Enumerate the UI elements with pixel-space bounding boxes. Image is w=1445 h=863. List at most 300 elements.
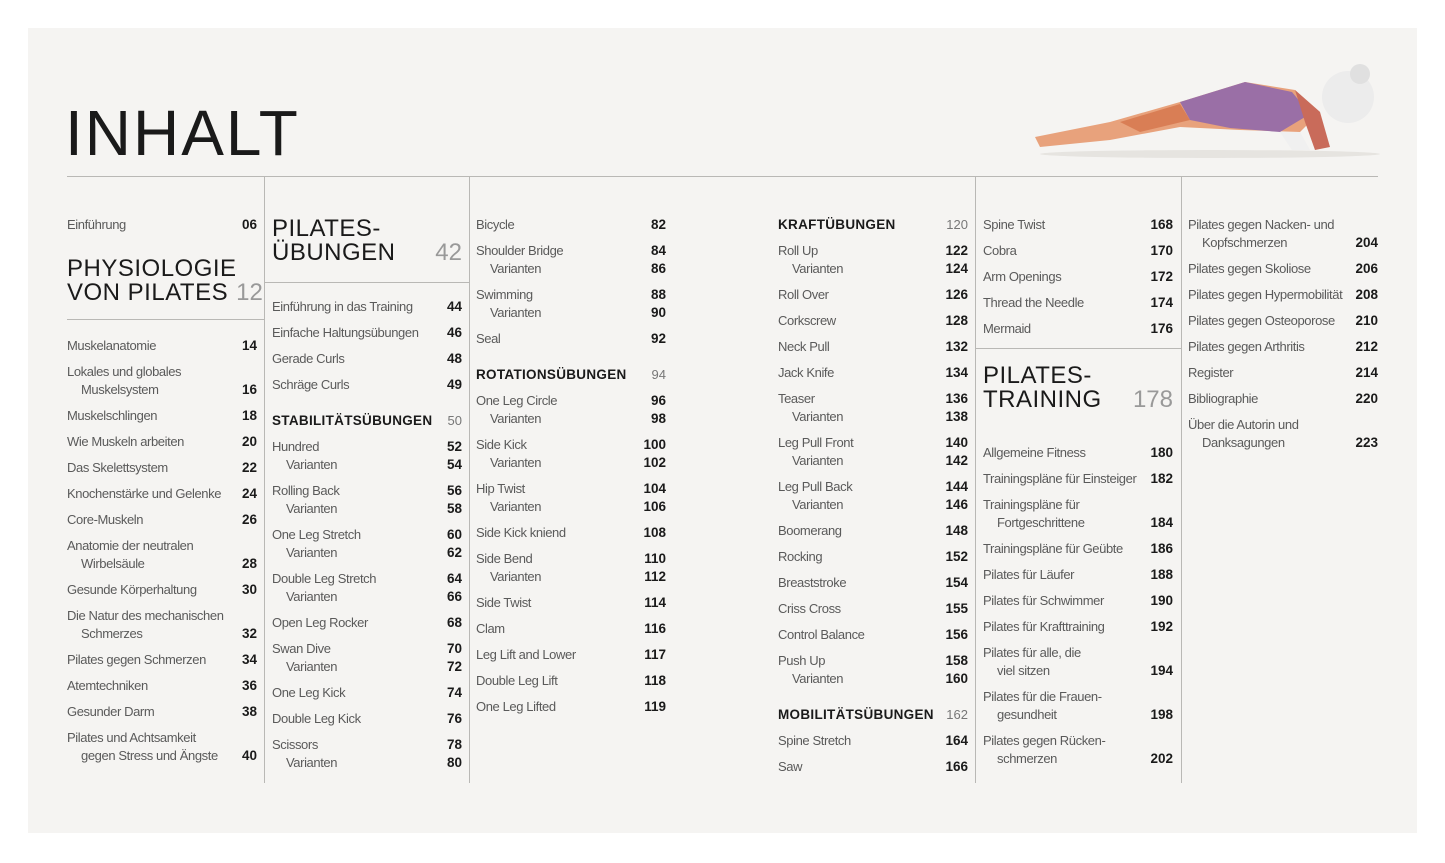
entry-title: Das Skelettsystem: [67, 459, 168, 475]
toc-entry-line: [67, 406, 257, 424]
entry-page: 208: [1355, 286, 1378, 302]
entry-title: Wirbelsäule: [81, 555, 145, 571]
toc-entry-line: [983, 495, 1173, 513]
toc-entry-line: [778, 757, 968, 775]
entry-title: Varianten: [792, 260, 844, 276]
toc-entry[interactable]: [67, 536, 257, 572]
entry-page: 20: [241, 433, 257, 449]
entry-title: Scissors: [272, 736, 318, 752]
entry-page: 170: [1150, 242, 1173, 258]
chapter-page: 178: [1132, 386, 1173, 413]
toc-entry[interactable]: [778, 521, 968, 539]
toc-entry[interactable]: [476, 671, 666, 689]
toc-entry[interactable]: [983, 267, 1173, 285]
entry-page: 136: [945, 390, 968, 406]
toc-entry[interactable]: [272, 481, 462, 517]
toc-entry[interactable]: [476, 645, 666, 663]
entry-page: 172: [1150, 268, 1173, 284]
column-divider: [469, 176, 470, 783]
toc-entry[interactable]: [1188, 389, 1378, 407]
toc-entry-line: [983, 591, 1173, 609]
entry-page: 182: [1150, 470, 1173, 486]
entry-title: One Leg Stretch: [272, 526, 361, 542]
toc-entry-line: [272, 683, 462, 701]
toc-entry[interactable]: [778, 731, 968, 749]
entry-title: Muskelanatomie: [67, 337, 157, 353]
entry-page: 112: [644, 568, 666, 584]
toc-entry[interactable]: [67, 510, 257, 528]
toc-entry-line: [67, 728, 257, 746]
toc-entry[interactable]: [1188, 311, 1378, 329]
toc-entry[interactable]: [67, 676, 257, 694]
column-divider: [1181, 176, 1182, 783]
toc-entry[interactable]: [272, 437, 462, 473]
toc-subentry: [272, 753, 462, 771]
entry-title: Varianten: [490, 498, 542, 514]
section-page: 94: [651, 366, 666, 382]
entry-page: 52: [446, 438, 462, 454]
entry-title: Varianten: [490, 454, 542, 470]
entry-page: 32: [241, 625, 257, 641]
toc-entry[interactable]: [983, 241, 1173, 259]
entry-title: Kopfschmerzen: [1202, 234, 1288, 250]
entry-page: 206: [1355, 260, 1378, 276]
entry-title: Bibliographie: [1188, 390, 1258, 406]
entry-page: 80: [446, 754, 462, 770]
entry-page: 06: [241, 216, 257, 232]
entry-title: Pilates für Läufer: [983, 566, 1075, 582]
chapter-page: 12: [236, 279, 263, 306]
toc-subentry: [983, 661, 1173, 679]
toc-entry-line: [983, 241, 1173, 259]
entry-title: Lokales und globales: [67, 363, 182, 379]
entry-page: 58: [446, 500, 462, 516]
toc-entry-line: [983, 293, 1173, 311]
toc-entry-line: [778, 389, 968, 407]
entry-page: 154: [945, 574, 968, 590]
entry-page: 24: [241, 485, 257, 501]
entry-title: Wie Muskeln arbeiten: [67, 433, 184, 449]
entry-title: Pilates gegen Nacken- und: [1188, 216, 1335, 232]
toc-entry-line: [778, 547, 968, 565]
entry-title: Side Kick: [476, 436, 527, 452]
toc-entry[interactable]: [272, 375, 462, 393]
entry-page: 202: [1150, 750, 1173, 766]
entry-page: 28: [241, 555, 257, 571]
entry-title: Gesunde Körperhaltung: [67, 581, 197, 597]
toc-entry[interactable]: [476, 479, 666, 515]
toc-entry[interactable]: [983, 539, 1173, 557]
toc-subentry: [476, 409, 666, 427]
toc-entry[interactable]: [67, 728, 257, 764]
toc-subentry: [67, 624, 257, 642]
entry-title: Anatomie der neutralen: [67, 537, 194, 553]
toc-entry-line: [67, 702, 257, 720]
toc-entry-line: [778, 241, 968, 259]
toc-entry-line: [1188, 215, 1378, 233]
entry-title: Danksagungen: [1202, 434, 1285, 450]
entry-page: 54: [446, 456, 462, 472]
toc-entry-line: [983, 539, 1173, 557]
entry-title: Pilates gegen Skoliose: [1188, 260, 1311, 276]
entry-title: Pilates gegen Arthritis: [1188, 338, 1305, 354]
entry-page: 100: [643, 436, 666, 452]
entry-page: 117: [644, 646, 666, 662]
toc-entry[interactable]: [983, 443, 1173, 461]
entry-page: 30: [241, 581, 257, 597]
entry-page: 36: [241, 677, 257, 693]
toc-entry-line: [1188, 311, 1378, 329]
toc-entry[interactable]: [67, 702, 257, 720]
toc-entry[interactable]: [1188, 259, 1378, 277]
toc-list: [67, 215, 257, 233]
toc-entry-line: [1188, 285, 1378, 303]
toc-list: [476, 215, 666, 715]
toc-column-1: [67, 215, 263, 772]
entry-page: 56: [446, 482, 462, 498]
toc-entry[interactable]: [476, 697, 666, 715]
toc-entry[interactable]: [67, 362, 257, 398]
toc-subentry: [476, 497, 666, 515]
toc-subentry: [272, 543, 462, 561]
toc-entry-line: [778, 285, 968, 303]
toc-entry-line: [778, 521, 968, 539]
toc-entry[interactable]: [778, 389, 968, 425]
entry-title: Varianten: [792, 452, 844, 468]
entry-page: 84: [650, 242, 666, 258]
section-heading[interactable]: [778, 215, 968, 233]
toc-entry[interactable]: [67, 215, 257, 233]
entry-title: gegen Stress und Ängste: [81, 747, 218, 763]
toc-entry[interactable]: [476, 549, 666, 585]
entry-title: Neck Pull: [778, 338, 830, 354]
toc-column-2: [272, 215, 462, 779]
toc-entry-line: [476, 523, 666, 541]
toc-entry[interactable]: [983, 591, 1173, 609]
toc-entry[interactable]: [983, 617, 1173, 635]
toc-column-5: [983, 215, 1173, 775]
toc-entry-line: [476, 391, 666, 409]
entry-page: 184: [1150, 514, 1173, 530]
toc-entry[interactable]: [272, 639, 462, 675]
toc-entry-line: [67, 215, 257, 233]
toc-list: [1188, 215, 1378, 451]
toc-subentry: [67, 380, 257, 398]
entry-page: 144: [945, 478, 968, 494]
toc-entry[interactable]: [778, 757, 968, 775]
toc-entry[interactable]: [983, 643, 1173, 679]
toc-entry[interactable]: [983, 293, 1173, 311]
toc-entry[interactable]: [272, 709, 462, 727]
entry-title: Varianten: [286, 544, 338, 560]
entry-title: gesundheit: [997, 706, 1057, 722]
entry-title: Einfache Haltungsübungen: [272, 324, 419, 340]
toc-entry[interactable]: [983, 687, 1173, 723]
toc-entry[interactable]: [272, 735, 462, 771]
toc-entry-line: [983, 687, 1173, 705]
entry-title: Einführung: [67, 216, 126, 232]
toc-entry[interactable]: [778, 651, 968, 687]
toc-entry-line: [476, 329, 666, 347]
entry-title: Criss Cross: [778, 600, 841, 616]
entry-title: Muskelsystem: [81, 381, 159, 397]
toc-entry[interactable]: [778, 337, 968, 355]
toc-entry[interactable]: [476, 329, 666, 347]
toc-entry-line: [476, 549, 666, 567]
toc-entry[interactable]: [778, 477, 968, 513]
toc-entry[interactable]: [983, 495, 1173, 531]
toc-entry-line: [67, 458, 257, 476]
entry-title: Trainingspläne für: [983, 496, 1080, 512]
entry-title: Clam: [476, 620, 505, 636]
entry-title: Boomerang: [778, 522, 842, 538]
entry-title: Pilates für Krafttraining: [983, 618, 1105, 634]
entry-page: 14: [241, 337, 257, 353]
toc-entry[interactable]: [67, 580, 257, 598]
entry-page: 66: [446, 588, 462, 604]
entry-title: Swan Dive: [272, 640, 331, 656]
toc-entry[interactable]: [272, 323, 462, 341]
entry-page: 62: [446, 544, 462, 560]
entry-title: Varianten: [490, 260, 542, 276]
toc-entry[interactable]: [778, 285, 968, 303]
entry-page: 90: [650, 304, 666, 320]
toc-entry-line: [983, 319, 1173, 337]
entry-title: schmerzen: [997, 750, 1057, 766]
toc-entry-line: [476, 435, 666, 453]
toc-entry-line: [272, 437, 462, 455]
toc-entry-line: [67, 580, 257, 598]
entry-title: Über die Autorin und: [1188, 416, 1299, 432]
entry-title: Rocking: [778, 548, 823, 564]
toc-entry-line: [476, 241, 666, 259]
entry-title: Push Up: [778, 652, 826, 668]
toc-entry-line: [67, 606, 257, 624]
entry-title: Thread the Needle: [983, 294, 1084, 310]
entry-page: 124: [945, 260, 968, 276]
toc-entry-line: [476, 645, 666, 663]
entry-title: Open Leg Rocker: [272, 614, 368, 630]
entry-title: Varianten: [792, 670, 844, 686]
toc-entry[interactable]: [476, 391, 666, 427]
entry-page: 152: [945, 548, 968, 564]
toc-entry-line: [778, 573, 968, 591]
section-title: ROTATIONSÜBUNGEN: [476, 366, 627, 382]
toc-entry[interactable]: [272, 525, 462, 561]
toc-list: [778, 215, 968, 775]
toc-entry[interactable]: [476, 285, 666, 321]
toc-subentry: [778, 495, 968, 513]
entry-title: Leg Pull Front: [778, 434, 854, 450]
toc-subentry: [983, 705, 1173, 723]
entry-page: 212: [1355, 338, 1378, 354]
toc-entry[interactable]: [778, 547, 968, 565]
chapter-title-line: ÜBUNGEN: [272, 239, 396, 266]
entry-title: Varianten: [490, 568, 542, 584]
entry-page: 146: [945, 496, 968, 512]
entry-title: Cobra: [983, 242, 1017, 258]
toc-column-6: [1188, 215, 1378, 459]
toc-entry[interactable]: [476, 523, 666, 541]
toc-entry[interactable]: [272, 683, 462, 701]
entry-page: 104: [643, 480, 666, 496]
toc-entry[interactable]: [67, 484, 257, 502]
toc-entry-line: [778, 311, 968, 329]
toc-entry-line: [983, 617, 1173, 635]
toc-entry[interactable]: [983, 215, 1173, 233]
entry-title: Pilates gegen Rücken-: [983, 732, 1106, 748]
toc-entry[interactable]: [1188, 285, 1378, 303]
toc-subentry: [778, 451, 968, 469]
toc-entry[interactable]: [272, 613, 462, 631]
entry-page: 102: [643, 454, 666, 470]
toc-entry-line: [778, 731, 968, 749]
toc-entry-line: [272, 349, 462, 367]
toc-entry[interactable]: [983, 565, 1173, 583]
chapter-heading-pilates-uebungen[interactable]: [272, 217, 462, 265]
entry-title: Pilates gegen Hypermobilität: [1188, 286, 1343, 302]
toc-entry-line: [67, 536, 257, 554]
entry-title: Varianten: [792, 496, 844, 512]
chapter-title-row: [272, 241, 462, 265]
toc-entry-line: [272, 569, 462, 587]
toc-entry[interactable]: [272, 569, 462, 605]
toc-entry[interactable]: [476, 215, 666, 233]
toc-entry[interactable]: [67, 432, 257, 450]
entry-title: Mermaid: [983, 320, 1031, 336]
entry-page: 132: [945, 338, 968, 354]
toc-entry[interactable]: [1188, 415, 1378, 451]
toc-entry[interactable]: [67, 458, 257, 476]
toc-subentry: [778, 669, 968, 687]
entry-page: 158: [945, 652, 968, 668]
entry-title: Varianten: [286, 754, 338, 770]
toc-entry[interactable]: [476, 435, 666, 471]
toc-entry[interactable]: [1188, 363, 1378, 381]
entry-title: Allgemeine Fitness: [983, 444, 1086, 460]
toc-subentry: [983, 749, 1173, 767]
toc-entry-line: [983, 731, 1173, 749]
toc-entry[interactable]: [778, 311, 968, 329]
entry-page: 223: [1355, 434, 1378, 450]
toc-entry-line: [778, 363, 968, 381]
entry-page: 86: [650, 260, 666, 276]
entry-title: Hundred: [272, 438, 320, 454]
entry-title: Arm Openings: [983, 268, 1062, 284]
chapter-title-line: PHYSIOLOGIE: [67, 255, 237, 282]
toc-entry[interactable]: [476, 241, 666, 277]
entry-page: 122: [945, 242, 968, 258]
entry-page: 22: [241, 459, 257, 475]
toc-entry-line: [67, 432, 257, 450]
toc-entry-line: [272, 613, 462, 631]
toc-entry[interactable]: [778, 241, 968, 277]
entry-title: Side Bend: [476, 550, 533, 566]
toc-entry[interactable]: [983, 319, 1173, 337]
entry-title: Varianten: [286, 588, 338, 604]
entry-page: 38: [241, 703, 257, 719]
chapter-title-line: PILATES-: [983, 362, 1092, 389]
toc-entry[interactable]: [67, 650, 257, 668]
chapter-heading-physiologie[interactable]: [67, 255, 263, 306]
entry-title: Trainingspläne für Geübte: [983, 540, 1123, 556]
section-page: 162: [946, 706, 968, 722]
chapter-title-row: [983, 388, 1173, 412]
anatomy-pushup-illustration: [1030, 52, 1390, 162]
entry-title: One Leg Circle: [476, 392, 558, 408]
toc-entry[interactable]: [67, 336, 257, 354]
toc-entry[interactable]: [778, 625, 968, 643]
section-heading[interactable]: [778, 705, 968, 723]
column-divider: [264, 176, 265, 783]
entry-page: 119: [644, 698, 666, 714]
toc-entry-line: [476, 593, 666, 611]
toc-entry[interactable]: [1188, 215, 1378, 251]
entry-page: 40: [241, 747, 257, 763]
entry-title: Leg Pull Back: [778, 478, 853, 494]
toc-entry[interactable]: [476, 593, 666, 611]
toc-entry[interactable]: [778, 599, 968, 617]
entry-page: 214: [1355, 364, 1378, 380]
toc-entry[interactable]: [983, 731, 1173, 767]
section-heading[interactable]: [272, 411, 462, 429]
chapter-heading-pilates-training[interactable]: [983, 364, 1173, 412]
entry-title: Pilates gegen Osteoporose: [1188, 312, 1335, 328]
toc-entry-line: [476, 619, 666, 637]
toc-subentry: [778, 407, 968, 425]
toc-subentry: [476, 303, 666, 321]
section-title: KRAFTÜBUNGEN: [778, 216, 896, 232]
chapter-title-row: [67, 279, 263, 306]
toc-entry[interactable]: [476, 619, 666, 637]
entry-title: Atemtechniken: [67, 677, 148, 693]
toc-entry[interactable]: [778, 363, 968, 381]
entry-page: 108: [643, 524, 666, 540]
toc-entry-line: [476, 697, 666, 715]
entry-page: 142: [945, 452, 968, 468]
toc-entry[interactable]: [272, 349, 462, 367]
toc-subentry: [778, 259, 968, 277]
toc-entry[interactable]: [1188, 337, 1378, 355]
section-page: 50: [447, 412, 462, 428]
entry-title: Core-Muskeln: [67, 511, 144, 527]
toc-entry[interactable]: [67, 606, 257, 642]
section-heading[interactable]: [476, 365, 666, 383]
entry-page: 98: [650, 410, 666, 426]
toc-entry[interactable]: [778, 573, 968, 591]
chapter-divider: [264, 282, 469, 283]
entry-page: 166: [945, 758, 968, 774]
entry-title: Seal: [476, 330, 501, 346]
toc-subentry: [476, 453, 666, 471]
toc-entry-line: [476, 671, 666, 689]
entry-page: 96: [650, 392, 666, 408]
entry-page: 48: [446, 350, 462, 366]
entry-title: Die Natur des mechanischen: [67, 607, 224, 623]
entry-page: 128: [945, 312, 968, 328]
entry-title: Varianten: [286, 456, 338, 472]
toc-entry[interactable]: [983, 469, 1173, 487]
toc-list: [983, 443, 1173, 767]
entry-page: 92: [650, 330, 666, 346]
section-page: 120: [946, 216, 968, 232]
toc-entry[interactable]: [272, 297, 462, 315]
toc-entry[interactable]: [778, 433, 968, 469]
entry-page: 116: [644, 620, 666, 636]
entry-page: 110: [644, 550, 666, 566]
entry-page: 194: [1150, 662, 1173, 678]
toc-entry[interactable]: [67, 406, 257, 424]
